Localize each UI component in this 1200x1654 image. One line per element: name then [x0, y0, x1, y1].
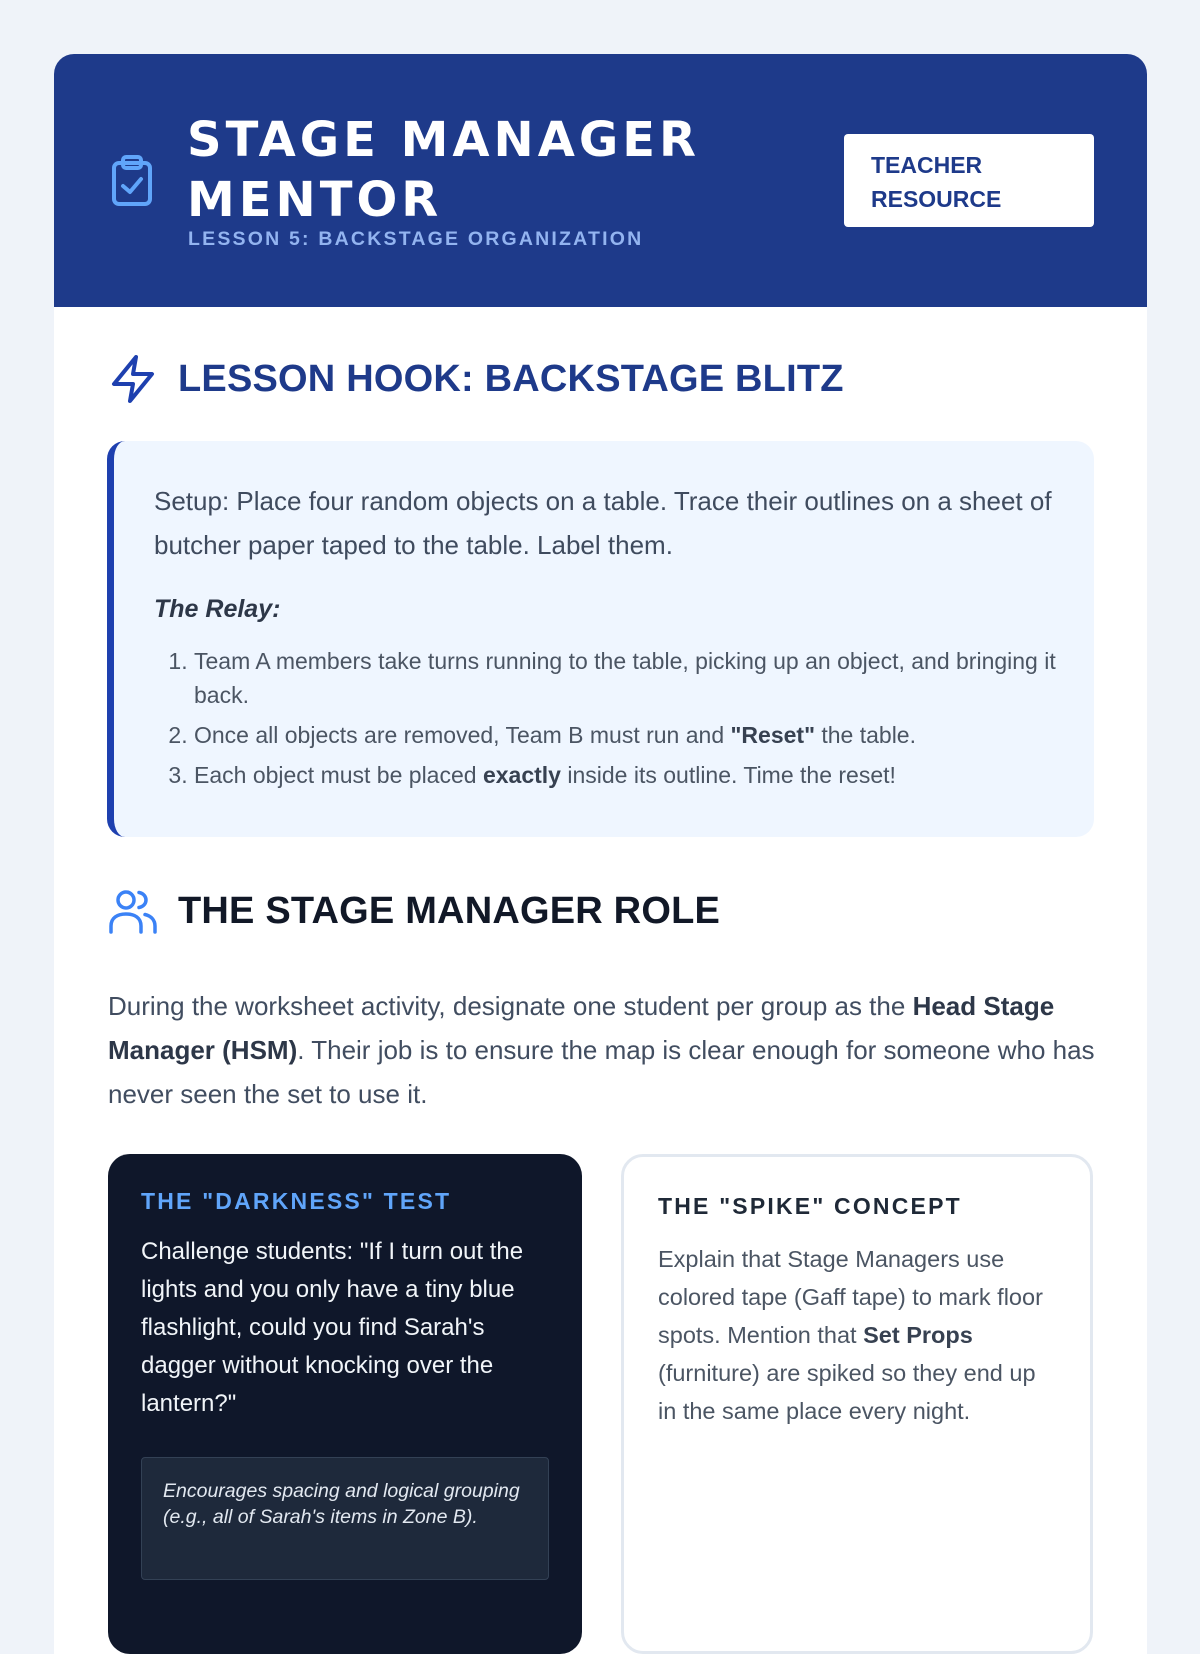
relay-title: The Relay: [154, 595, 281, 623]
role-intro-text: During the worksheet activity, designate one student per group as the Head Stage Manager (HSM). Their job is to ensure the map is clear enough for someone who has never seen the set to use it. [108, 991, 1095, 1109]
lesson-card [54, 54, 1147, 1654]
spike-concept-heading: THE "SPIKE" CONCEPT [658, 1193, 962, 1219]
hook-heading: LESSON HOOK: BACKSTAGE BLITZ [178, 357, 844, 400]
lesson-subtitle: LESSON 5: BACKSTAGE ORGANIZATION [188, 228, 644, 250]
relay-step: 2. Once all objects are removed, Team B must run and "Reset" the table. [194, 718, 1056, 752]
hook-setup-text: Setup: Place four random objects on a table. Trace their outlines on a sheet of butcher paper taped to the table. Label them. [154, 486, 1052, 560]
page-title: STAGE MANAGER MENTOR [187, 112, 701, 228]
spike-concept-body: Explain that Stage Managers use colored tape (Gaff tape) to mark floor spots. Mention that Set Props (furniture) are spiked so they end up in the same place every night. [658, 1246, 1043, 1424]
clipboard-check-icon [110, 154, 154, 208]
role-heading: THE STAGE MANAGER ROLE [178, 889, 721, 932]
hook-section-heading [108, 354, 844, 404]
users-icon [108, 886, 158, 936]
darkness-test-body: Challenge students: "If I turn out the lights and you only have a tiny blue flashlight, could you find Sarah's dagger without knocking over the lantern?" [141, 1238, 524, 1417]
role-section-heading [108, 886, 720, 936]
zap-icon [108, 354, 158, 404]
darkness-test-heading: THE "DARKNESS" TEST [141, 1188, 452, 1214]
teacher-resource-badge: TEACHER RESOURCE [844, 134, 1094, 227]
relay-step: 1. Team A members take turns running to the table, picking up an object, and bringing it back. [194, 644, 1056, 712]
darkness-test-note: Encourages spacing and logical grouping (e.g., all of Sarah's items in Zone B). [141, 1457, 549, 1580]
darkness-test-card [108, 1154, 582, 1654]
hook-callout [107, 441, 1094, 837]
relay-step: 3. Each object must be placed exactly inside its outline. Time the reset! [194, 758, 1056, 792]
page-header [54, 54, 1147, 307]
relay-steps [154, 644, 1056, 792]
spike-concept-card [621, 1154, 1093, 1654]
